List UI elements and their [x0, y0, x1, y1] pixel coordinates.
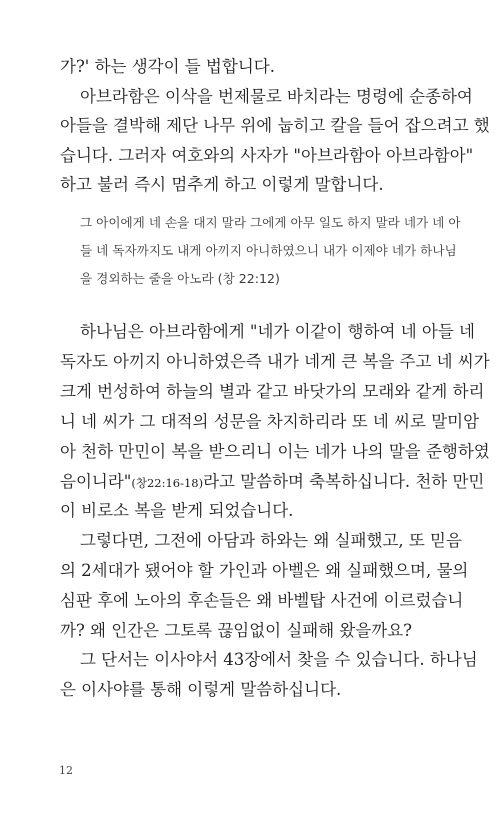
text-line: 그 단서는 이사야서 43장에서 찾을 수 있습니다. 하나님 — [80, 650, 478, 669]
text-line: 의 2세대가 됐어야 할 가인과 아벨은 왜 실패했으며, 물의 — [60, 561, 469, 580]
text-line: 크게 번성하여 하늘의 별과 같고 바닷가의 모래와 같게 하리 — [60, 382, 485, 401]
text-line-with-reference — [60, 472, 485, 493]
text-line: 니 네 씨가 그 대적의 성문을 차지하리라 또 네 씨로 말미암 — [60, 412, 480, 431]
text-line: 아브라함은 이삭을 번제물로 바치라는 명령에 순종하여 — [80, 87, 473, 106]
text-line: 독자도 아끼지 아니하였은즉 내가 네게 큰 복을 주고 네 씨가 — [60, 352, 490, 371]
text-line: 심판 후에 노아의 후손들은 왜 바벨탑 사건에 이르렀습니 — [60, 591, 464, 610]
page-number: 12 — [59, 764, 73, 777]
text-line: 아 천하 만민이 복을 받으리니 이는 네가 나의 말을 준행하였 — [60, 442, 490, 461]
bible-reference: (창22:16-18) — [131, 476, 204, 490]
text-line: 가?' 하는 생각이 들 법합니다. — [60, 57, 275, 76]
text-line: 그렇다면, 그전에 아담과 하와는 왜 실패했고, 또 믿음 — [80, 531, 462, 550]
text-line: 은 이사야를 통해 이렇게 말씀하십니다. — [60, 680, 342, 699]
text-line: 까? 왜 인간은 그토록 끊임없이 실패해 왔을까요? — [60, 621, 413, 640]
text-continuation: 라고 말씀하며 축복하십니다. 천하 만민 — [203, 472, 485, 491]
quote-end-text: 음이니라" — [60, 472, 132, 491]
text-line: 습니다. 그러자 여호와의 사자가 "아브라함아 아브라함아" — [60, 146, 474, 165]
text-line: 하나님은 아브라함에게 "네가 이같이 행하여 네 아들 네 — [80, 322, 475, 341]
scripture-quote-line: 그 아이에게 네 손을 대지 말라 그에게 아무 일도 하지 말라 네가 네 아 — [80, 215, 461, 230]
text-line: 하고 불러 즉시 멈추게 하고 이렇게 말합니다. — [60, 175, 384, 194]
scripture-quote-line: 들 네 독자까지도 내게 아끼지 아니하였으니 내가 이제야 네가 하나님 — [80, 243, 457, 258]
text-line: 이 비로소 복을 받게 되었습니다. — [60, 501, 294, 520]
text-line: 아들을 결박해 제단 나무 위에 눕히고 칼을 들어 잡으려고 했 — [60, 116, 490, 135]
scripture-quote-line: 을 경외하는 줄을 아노라 (창 22:12) — [80, 271, 280, 286]
